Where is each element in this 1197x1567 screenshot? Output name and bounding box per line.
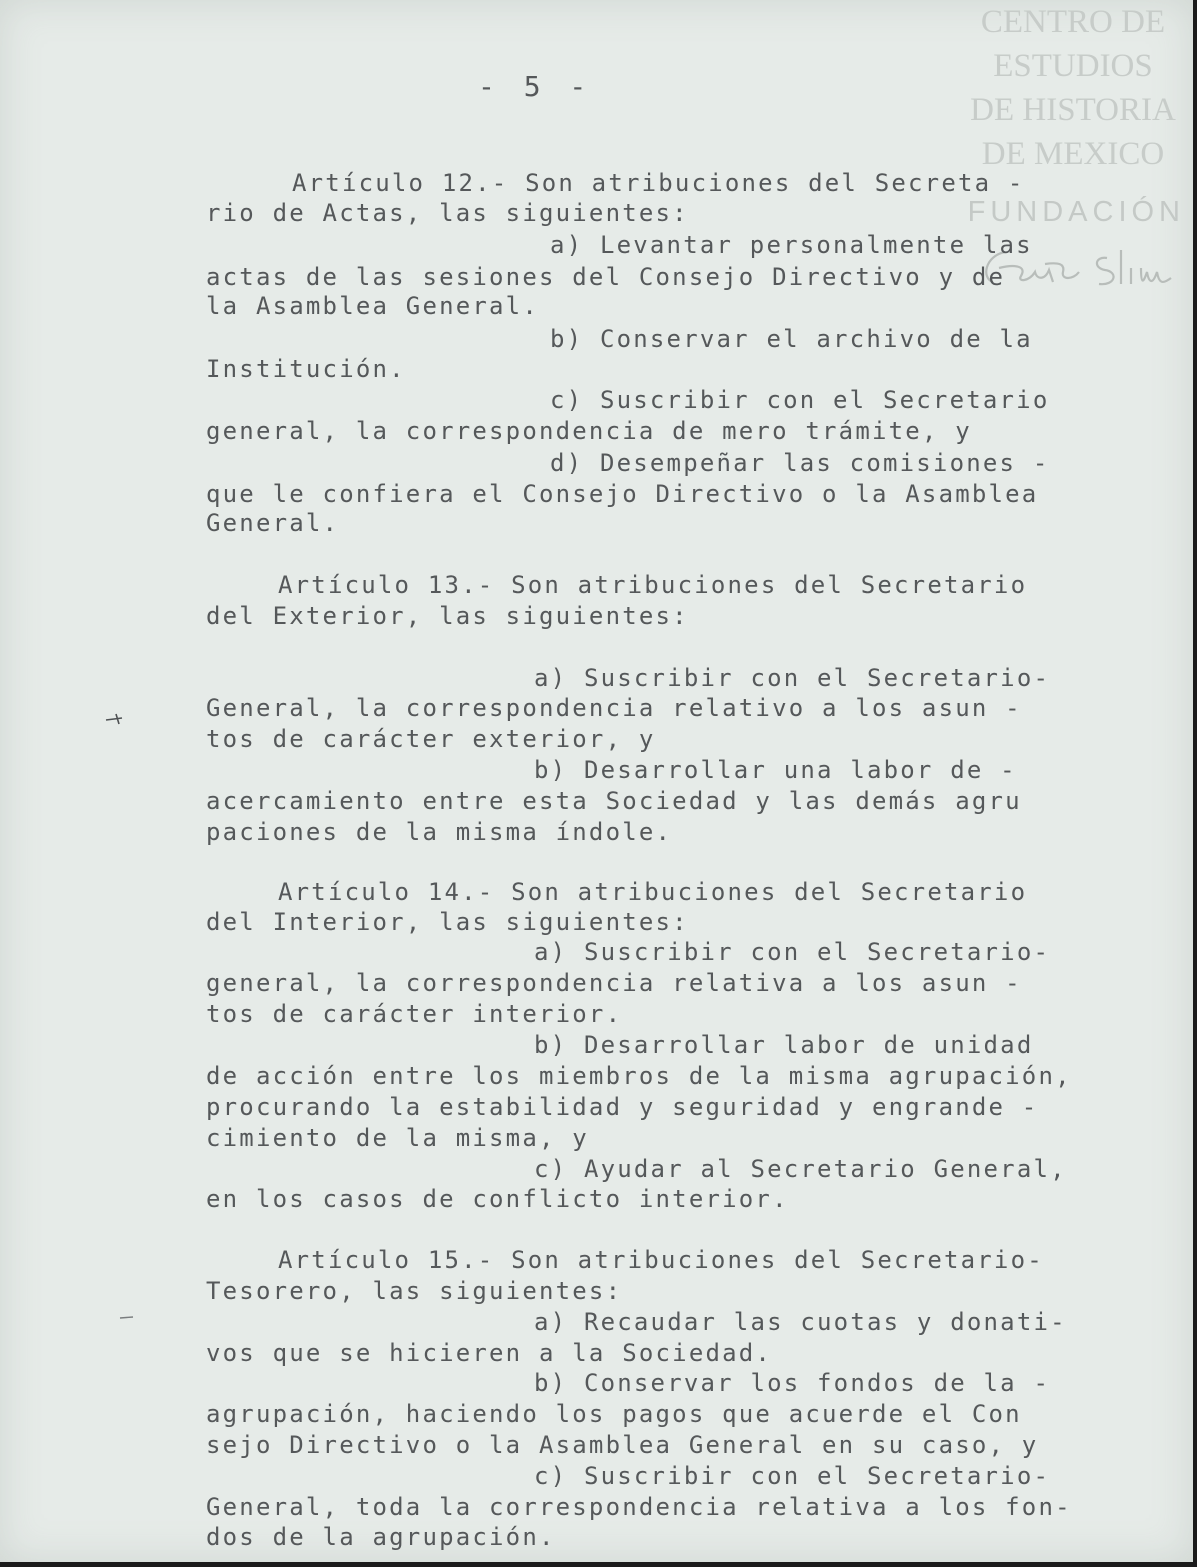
article-text-line: General. (206, 509, 340, 537)
article-text-line: procurando la estabilidad y seguridad y engrande - (206, 1093, 1039, 1121)
article-item: a) Suscribir con el Secretario- (534, 938, 1051, 966)
watermark-line: ESTUDIOS (993, 48, 1153, 84)
article-text-line: del Exterior, las siguientes: (206, 602, 689, 630)
page-number: - 5 - (478, 70, 593, 103)
article-item: b) Desarrollar una labor de - (534, 756, 1017, 784)
margin-mark-icon (104, 712, 126, 726)
article-text-line: agrupación, haciendo los pagos que acuerde el Con (206, 1400, 1022, 1428)
article-text-line: acercamiento entre esta Sociedad y las demás agru (206, 787, 1022, 815)
article-text-line: tos de carácter exterior, y (206, 725, 656, 753)
article-text-line: paciones de la misma índole. (206, 818, 673, 846)
article-text-line: de acción entre los miembros de la misma agrupación, (206, 1062, 1072, 1090)
article-15-heading: Artículo 15.- Son atribuciones del Secretario- (278, 1246, 1044, 1274)
article-item: b) Conservar el archivo de la (550, 325, 1033, 353)
article-text-line: vos que se hicieren a la Sociedad. (206, 1339, 773, 1367)
article-12-heading: Artículo 12.- Son atribuciones del Secreta - (292, 169, 1025, 197)
article-text-line: General, toda la correspondencia relativa a los fon- (206, 1493, 1072, 1521)
article-text-line: Institución. (206, 355, 406, 383)
article-text-line: General, la correspondencia relativo a los asun - (206, 694, 1022, 722)
article-text-line: que le confiera el Consejo Directivo o la Asamblea (206, 480, 1039, 508)
watermark-line: CENTRO DE (980, 4, 1166, 40)
article-text-line: general, la correspondencia relativa a los asun - (206, 969, 1022, 997)
article-14-heading: Artículo 14.- Son atribuciones del Secretario (278, 878, 1028, 906)
article-text-line: en los casos de conflicto interior. (206, 1185, 789, 1213)
article-13-heading: Artículo 13.- Son atribuciones del Secretario (278, 571, 1028, 599)
watermark-line: DE HISTORIA (970, 92, 1176, 128)
article-text-line: del Interior, las siguientes: (206, 908, 689, 936)
watermark-foundation: FUNDACIÓN (967, 196, 1185, 228)
watermark-line: DE MEXICO (981, 136, 1165, 172)
article-text-line: Tesorero, las siguientes: (206, 1277, 623, 1305)
article-item: c) Ayudar al Secretario General, (534, 1155, 1067, 1183)
article-item: b) Conservar los fondos de la - (534, 1369, 1051, 1397)
institution-watermark (953, 0, 1193, 190)
article-text-line: sejo Directivo o la Asamblea General en su caso, y (206, 1431, 1039, 1459)
article-text-line: tos de carácter interior. (206, 1000, 623, 1028)
article-item: a) Recaudar las cuotas y donati- (534, 1308, 1067, 1336)
article-item: a) Levantar personalmente las (550, 231, 1033, 259)
margin-mark-icon (118, 1312, 136, 1322)
article-item: d) Desempeñar las comisiones - (550, 449, 1050, 477)
article-item: a) Suscribir con el Secretario- (534, 664, 1051, 692)
article-text-line: rio de Actas, las siguientes: (206, 199, 689, 227)
article-item: c) Suscribir con el Secretario- (534, 1462, 1051, 1490)
article-text-line: general, la correspondencia de mero trámite, y (206, 417, 972, 445)
article-item: c) Suscribir con el Secretario (550, 386, 1050, 414)
article-text-line: dos de la agrupación. (206, 1523, 556, 1551)
article-text-line: actas de las sesiones del Consejo Directivo y de (206, 263, 1006, 291)
article-text-line: cimiento de la misma, y (206, 1124, 589, 1152)
article-item: b) Desarrollar labor de unidad (534, 1031, 1034, 1059)
article-text-line: la Asamblea General. (206, 292, 539, 320)
